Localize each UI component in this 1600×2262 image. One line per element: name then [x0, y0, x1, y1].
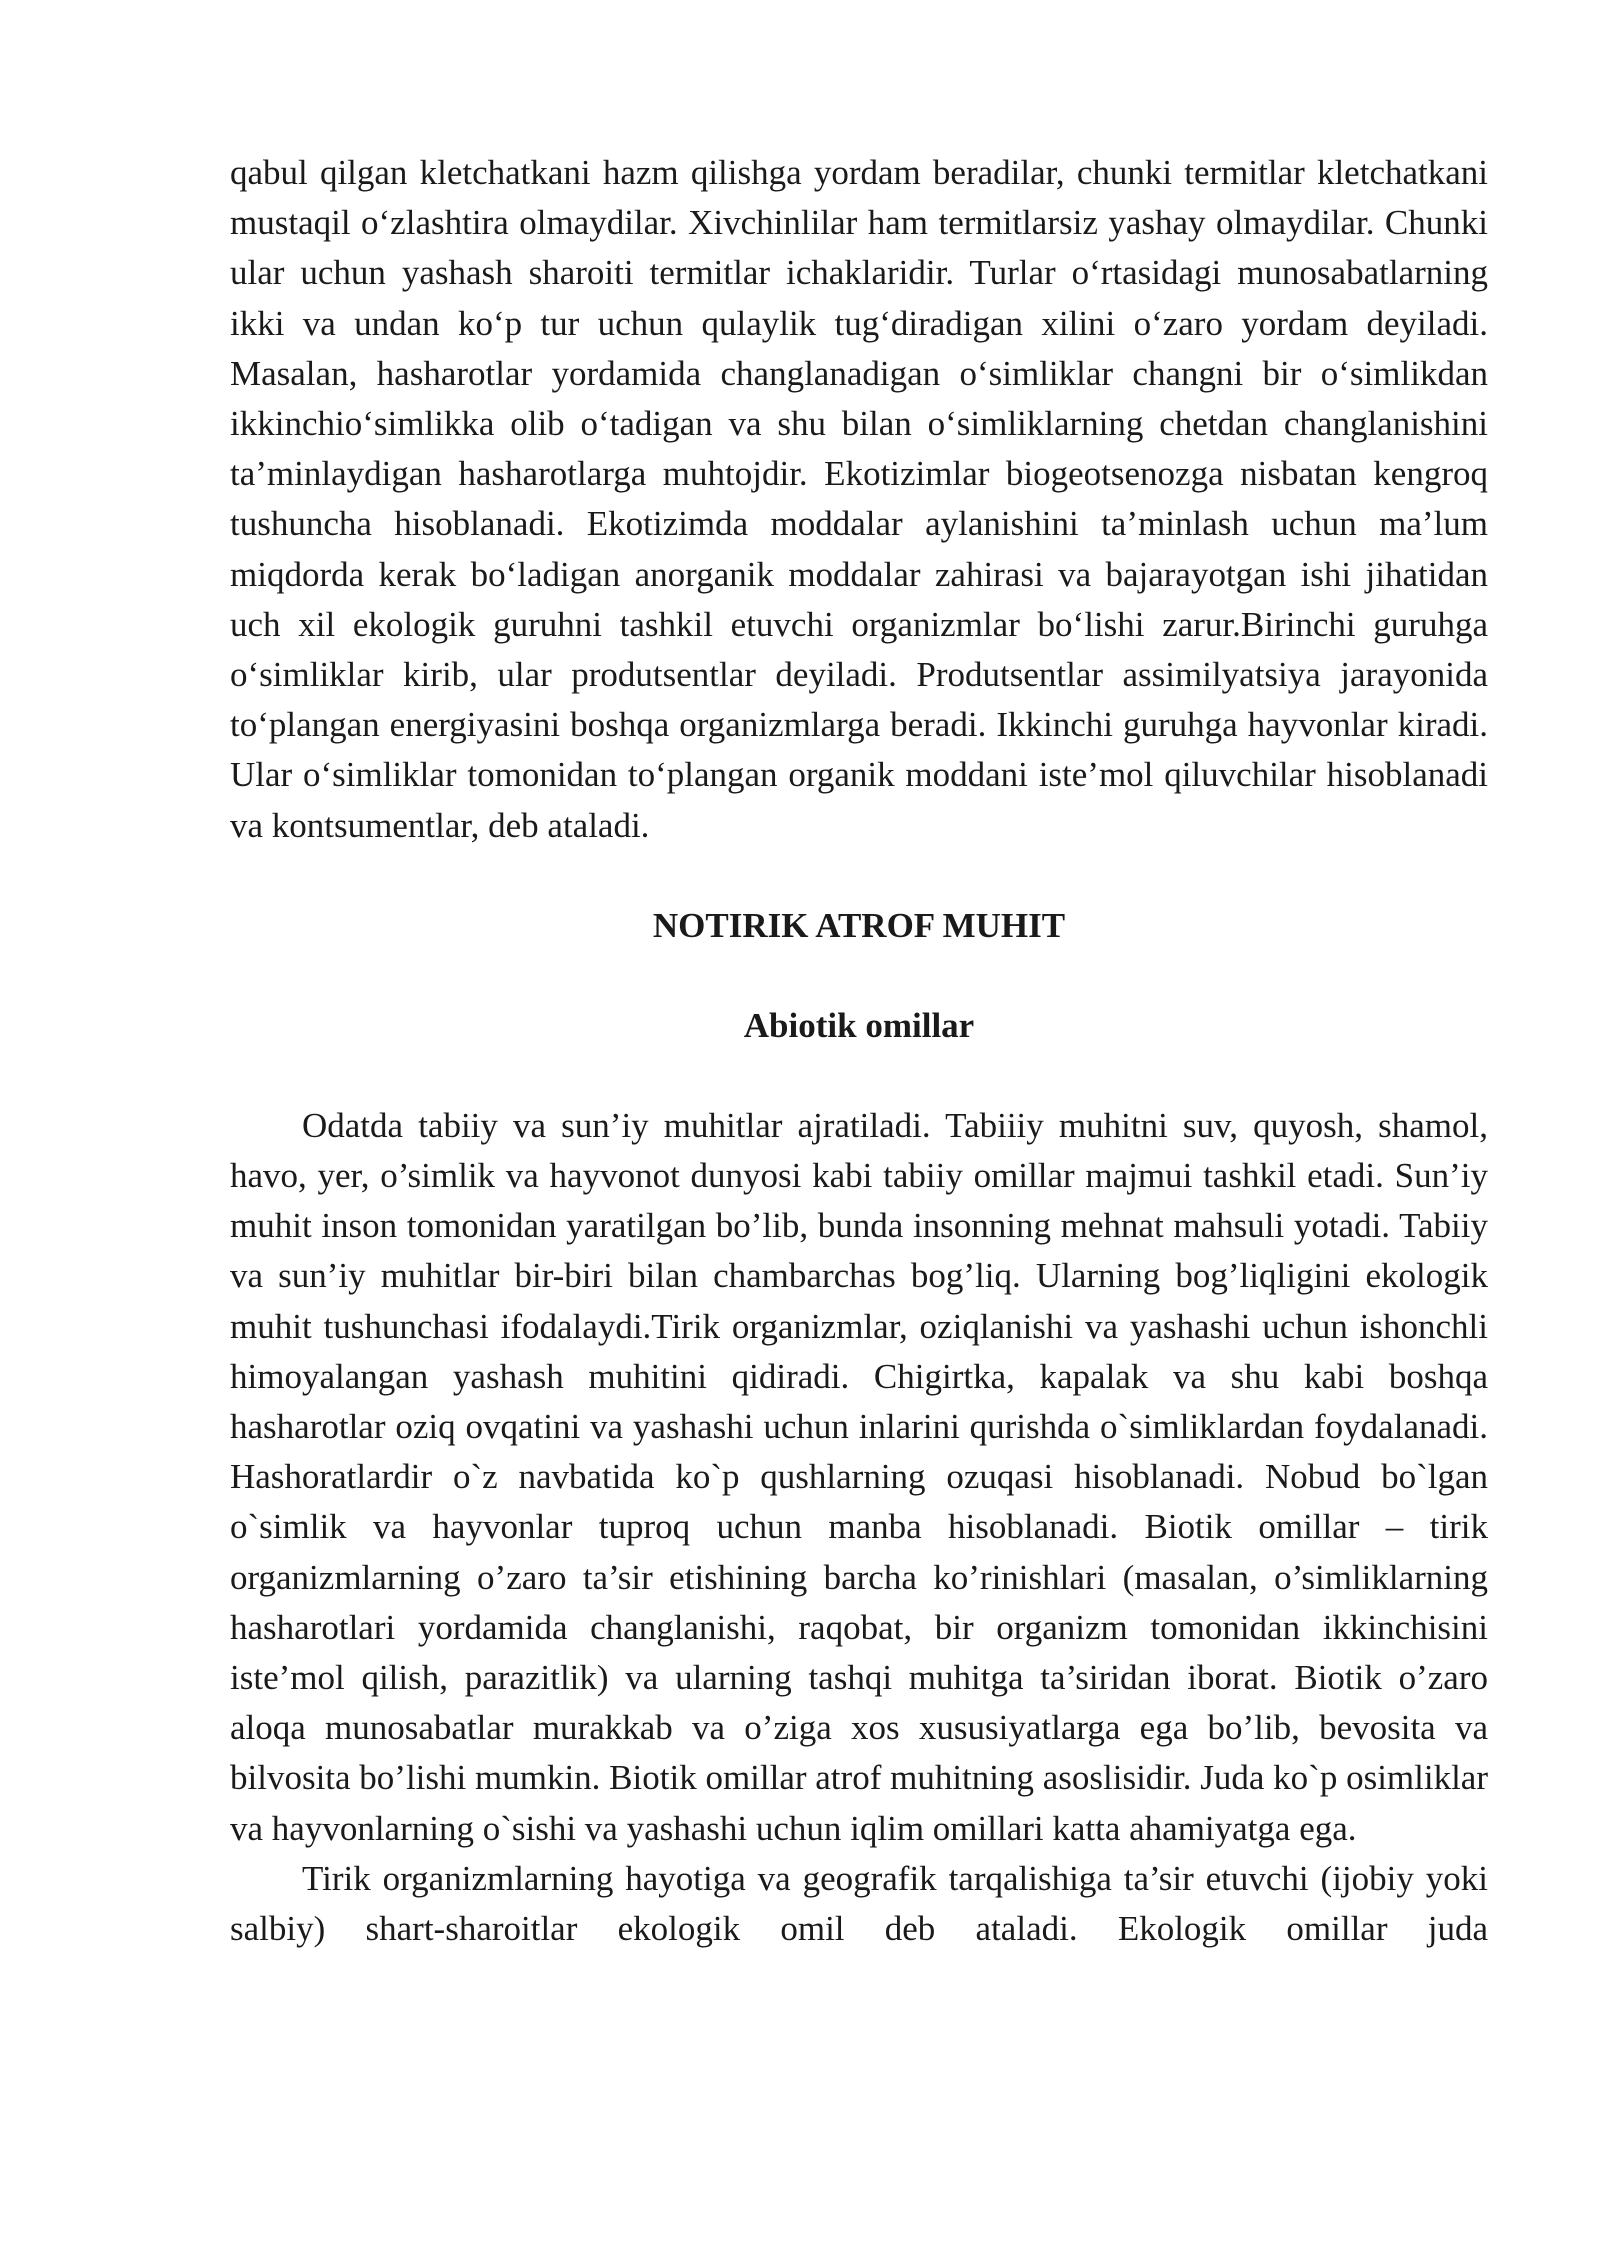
body-paragraph-1: Odatda tabiiy va sun’iy muhitlar ajratiladi. Tabiiiy muhitni suv, quyosh, shamol, havo, yer, o’simlik va hayvonot dunyosi kabi tabiiy omillar majmui tashkil etadi. Sun’iy muhit inson tomonidan yaratilgan bo’lib, bunda insonning mehnat mahsuli yotadi. Tabiiy va sun’iy muhitlar bir-biri bilan chambarchas bog’liq. Ularning bog’liqligini ekologik muhit tushunchasi ifodalaydi.Tirik organizmlar, oziqlanishi va yashashi uchun ishonchli himoyalangan yashash muhitini qidiradi. Chigirtka, kapalak va shu kabi boshqa hasharotlar oziq ovqatini va yashashi uchun inlarini qurishda o`simliklardan foydalanadi. Hashoratlardir o`z navbatida ko`p qushlarning ozuqasi hisoblanadi. Nobud bo`lgan o`simlik va hayvonlar tuproq uchun manba hisoblanadi. Biotik omillar – tirik organizmlarning o’zaro ta’sir etishining barcha ko’rinishlari (masalan, o’simliklarning hasharotlari yordamida changlanishi, raqobat, bir organizm tomonidan ikkinchisini iste’mol qilish, parazitlik) va ularning tashqi muhitga ta’siridan iborat. Biotik o’zaro aloqa munosabatlar murakkab va o’ziga xos xususiyatlarga ega bo’lib, bevosita va bilvosita bo’lishi mumkin. Biotik omillar atrof muhitning asoslisidir. Juda ko`p osimliklar va hayvonlarning o`sishi va yashashi uchun iqlim omillari katta ahamiyatga ega. — [230, 1105, 1489, 1848]
intro-paragraph: qabul qilgan kletchatkani hazm qilishga yordam beradilar, chunki termitlar kletchatkani mustaqil o‘zlashtira olmaydilar. Xivchinlilar ham termitlarsiz yashay olmaydilar. Chunki ular uchun yashash sharoiti termitlar ichaklaridir. Turlar o‘rtasidagi munosabatlarning ikki va undan ko‘p tur uchun qulaylik tug‘diradigan xilini o‘zaro yordam deyiladi. Masalan, hasharotlar yordamida changlanadigan o‘simliklar changni bir o‘simlikdan ikkinchio‘simlikka olib o‘tadigan va shu bilan o‘simliklarning chetdan changlanishini ta’minlaydigan hasharotlarga muhtojdir. Ekotizimlar biogeotsenozga nisbatan kengroq tushuncha hisoblanadi. Ekotizimda moddalar aylanishini ta’minlash uchun ma’lum miqdorda kerak bo‘ladigan anorganik moddalar zahirasi va bajarayotgan ishi jihatidan uch xil ekologik guruhni tashkil etuvchi organizmlar bo‘lishi zarur.Birinchi guruhga o‘simliklar kirib, ular produtsentlar deyiladi. Produtsentlar assimilyatsiya jarayonida to‘plangan energiyasini boshqa organizmlarga beradi. Ikkinchi guruhga hayvonlar kiradi. Ular o‘simliklar tomonidan to‘plangan organik moddani iste’mol qiluvchilar hisoblanadi va kontsumentlar, deb ataladi. — [230, 153, 1488, 845]
section-title: NOTIRIK ATROF MUHIT — [652, 905, 1066, 945]
body-paragraph-2: Tirik organizmlarning hayotiga va geografik tarqalishiga ta’sir etuvchi (ijobiy yoki salbiy) shart-sharoitlar ekologik omil deb ataladi. Ekologik omillar juda — [230, 1858, 1488, 1949]
document-page — [230, 148, 1488, 1954]
body-paragraph-2-container — [230, 1854, 1488, 1954]
subsection-title: Abiotik omillar — [743, 1005, 975, 1045]
